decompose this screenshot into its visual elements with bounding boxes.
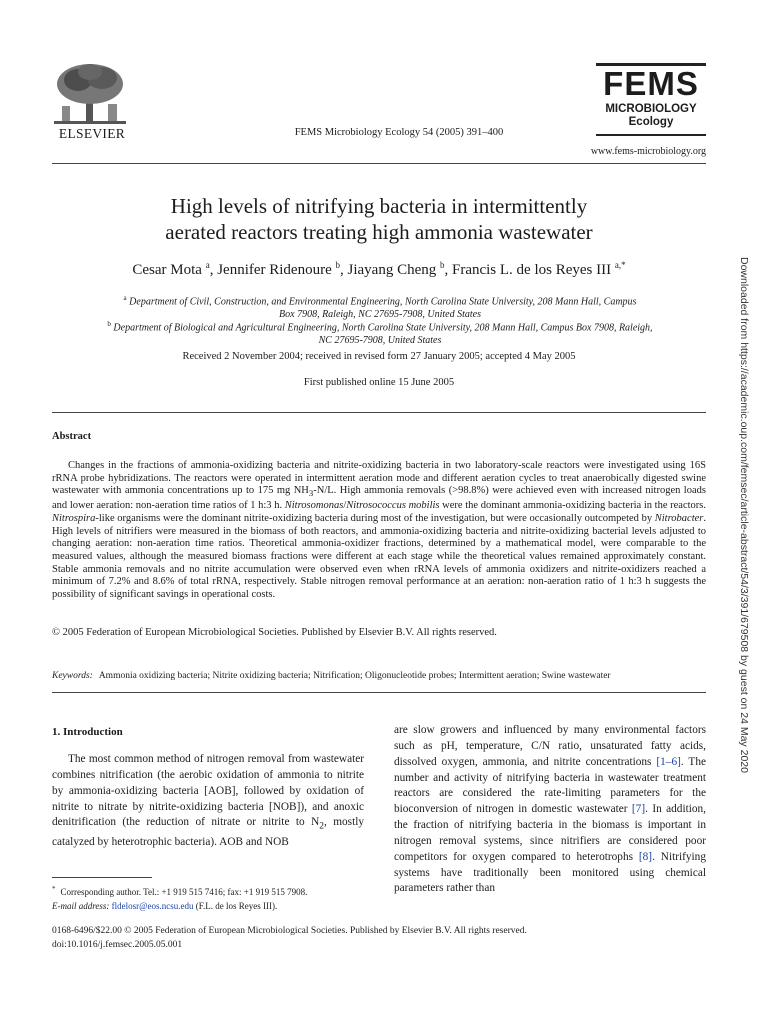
- affiliation-line: NC 27695-7908, United States: [318, 335, 442, 347]
- abstract-taxon: Nitrospira: [52, 512, 96, 524]
- keywords-list: Ammonia oxidizing bacteria; Nitrite oxidizing bacteria; Nitrification; Oligonucleotide probes; Intermittent aeration; Swine wastewater: [98, 671, 611, 681]
- affiliation: [70, 318, 690, 347]
- citation-link[interactable]: [7]: [631, 803, 646, 816]
- body-text-run: The most common method of nitrogen removal from wastewater combines nitrification (the aerobic oxidation of ammonia to nitrite by ammonia-oxidizing bacteria [AOB], followed by oxidation of nitrite to nitrate by nitrite-oxidizing bacteria [NOB]), and anoxic denitrification (the reduction of nitrate or nitrite to N: [52, 753, 364, 829]
- body-column-left: [52, 752, 364, 851]
- body-text-run: . The number and activity of nitrifying bacteria in wastewater treatment reactors are considered the rate-limiting parameters for the bioconversion of nitrogen in domestic wastewater: [394, 755, 706, 816]
- journal-reference: FEMS Microbiology Ecology 54 (2005) 391–400: [294, 127, 504, 138]
- abstract-taxon: Nitrobacter: [654, 512, 704, 524]
- article-title: [52, 193, 706, 245]
- author-affil-mark: a,*: [614, 260, 626, 270]
- affiliation: [70, 292, 690, 321]
- fems-journal-logo: [596, 63, 706, 136]
- author-affil-mark: b: [439, 260, 445, 270]
- abstract-heading: Abstract: [52, 431, 92, 442]
- received-dates: Received 2 November 2004; received in revised form 27 January 2005; accepted 4 May 2005: [182, 351, 576, 362]
- abstract-text-run: . High levels of nitrifiers were measured in the biomass of both reactors, and ammonia-oxidizing bacteria and nitrite-oxidizing bacterial levels adjusted to changing aeration: non-aeration time ratios. Theoretical ammonia-oxidizer fractions, determined by a mathematical model, were comparable to the measured values, although the measured biomass fractions were different at each stage while the theoretical values remained approximately constant. Stable ammonia removals and no nitrite accumulation were observed even when rRNA levels of ammonia oxidizers and nitrite-oxidizers reached a minimum of 7.2% and 8.6% of total rRNA, respectively. Stable nitrogen removal performance at an aeration: non-aeration ratio of 1 h:3 h suggests the possibility of significant savings in operational costs.: [52, 512, 706, 601]
- author-name: Cesar Mota: [132, 262, 202, 278]
- issn-line: 0168-6496/$22.00 © 2005 Federation of European Microbiological Societies. Published by Elsevier B.V. All rights reserved.: [52, 926, 527, 936]
- abstract-taxon: Nitrosomonas: [284, 500, 344, 512]
- journal-url[interactable]: www.fems-microbiology.org: [590, 146, 706, 157]
- download-watermark: [738, 257, 752, 777]
- body-text-run: , mostly catalyzed by heterotrophic bacteria). AOB and NOB: [52, 816, 364, 849]
- author-name: Francis L. de los Reyes III: [451, 262, 612, 278]
- email-label: E-mail address:: [52, 901, 110, 911]
- body-text-run: are slow growers and influenced by many environmental factors such as pH, temperature, C/N ratio, unsaturated fatty acids, dissolved oxygen, ammonia, and nitrite concentrations: [394, 724, 706, 768]
- issn-copyright-block: [52, 924, 706, 952]
- abstract-divider-bottom: [52, 692, 706, 693]
- body-text-run: . Nitrifying systems have traditionally been monitored using chemical parameters rather than: [394, 850, 706, 895]
- author-name: Jennifer Ridenoure: [217, 262, 332, 278]
- header-divider: [52, 163, 706, 164]
- fems-logo-subtitle: MICROBIOLOGY: [605, 103, 697, 115]
- title-line: aerated reactors treating high ammonia wastewater: [165, 220, 593, 244]
- title-line: High levels of nitrifying bacteria in intermittently: [170, 194, 588, 218]
- author-affil-mark: b: [335, 260, 340, 270]
- abstract-subscript: 3: [308, 488, 314, 499]
- abstract-divider-top: [52, 412, 706, 413]
- abstract-text-run: -N/L. High ammonia removals (>98.8%) were achieved even with increased nitrogen loads and lower aeration: non-aeration time ratios of 1 h:3 h.: [52, 485, 706, 512]
- abstract-text-run: /: [343, 500, 347, 512]
- citation-link[interactable]: [8]: [638, 850, 653, 863]
- affiliation-line: Department of Biological and Agricultural Engineering, North Carolina State University, 208 Mann Hall, Campus Box 7908, Raleigh,: [113, 322, 653, 334]
- fems-logo-section: Ecology: [596, 116, 706, 136]
- author-affil-mark: a: [205, 260, 210, 270]
- abstract-text-run: Changes in the fractions of ammonia-oxidizing bacteria and nitrite-oxidizing bacteria in two laboratory-scale reactors were investigated using 16S rRNA probe hybridizations. The reactors were operated in intermittent aeration mode and different aeration cycles to treat anaerobically digested swine wastewater with ammonia concentrations up to 175 mg NH: [52, 460, 706, 497]
- section-heading: 1. Introduction: [52, 726, 123, 738]
- doi-line[interactable]: doi:10.1016/j.femsec.2005.05.001: [52, 940, 183, 950]
- abstract-body: [52, 460, 706, 602]
- body-text-run: . In addition, the fraction of nitrifying bacteria in the biomass is important in nitrogen removal systems, since nitrifiers are considered poor competitors for oxygen compared to heterotrophs: [394, 803, 706, 863]
- body-subscript: 2: [319, 821, 324, 832]
- abstract-text-run: -like organisms were the dominant nitrite-oxidizing bacteria during most of the investigation, but were occasionally outcompeted by: [95, 512, 655, 524]
- body-column-right: [394, 723, 706, 897]
- email-suffix: (F.L. de los Reyes III).: [193, 901, 278, 911]
- watermark-text: Downloaded from https://academic.oup.com/femsec/article-abstract/54/3/391/679508 by guest on 24 May 2020: [738, 257, 750, 773]
- fems-logo-title: FEMS: [596, 63, 706, 100]
- abstract-taxon: Nitrosococcus mobilis: [346, 500, 440, 512]
- author-list: Cesar Mota $^a$, Jennifer Ridenoure $^b$, Jiayang Cheng $^b$, Francis L. de los Reyes III $^{a,*}$: [132, 260, 626, 278]
- affiliation-mark: a: [123, 294, 127, 302]
- published-online-date: First published online 15 June 2005: [303, 377, 455, 388]
- author-name: Jiayang Cheng: [347, 262, 437, 278]
- footnote-mark: *: [52, 885, 56, 893]
- footnote-contact: Corresponding author. Tel.: +1 919 515 7416; fax: +1 919 515 7908.: [60, 887, 308, 897]
- footnote-divider: [52, 877, 152, 878]
- affiliation-line: Department of Civil, Construction, and Environmental Engineering, North Carolina State University, 208 Mann Hall, Campus: [129, 296, 637, 308]
- publisher-name: ELSEVIER: [58, 126, 126, 141]
- keywords-label: Keywords:: [52, 671, 93, 681]
- citation-link[interactable]: [1–6]: [656, 755, 681, 768]
- affiliation-line: Box 7908, Raleigh, NC 27695-7908, United States: [279, 309, 481, 321]
- email-link[interactable]: fldelosr@eos.ncsu.edu: [111, 901, 194, 911]
- affiliation-mark: b: [107, 320, 111, 328]
- abstract-text-run: were the dominant ammonia-oxidizing bacteria in the reactors.: [439, 500, 707, 512]
- abstract-copyright: © 2005 Federation of European Microbiological Societies. Published by Elsevier B.V. All rights reserved.: [52, 627, 497, 638]
- keywords: [52, 671, 706, 681]
- corresponding-author-footnote: [52, 882, 372, 913]
